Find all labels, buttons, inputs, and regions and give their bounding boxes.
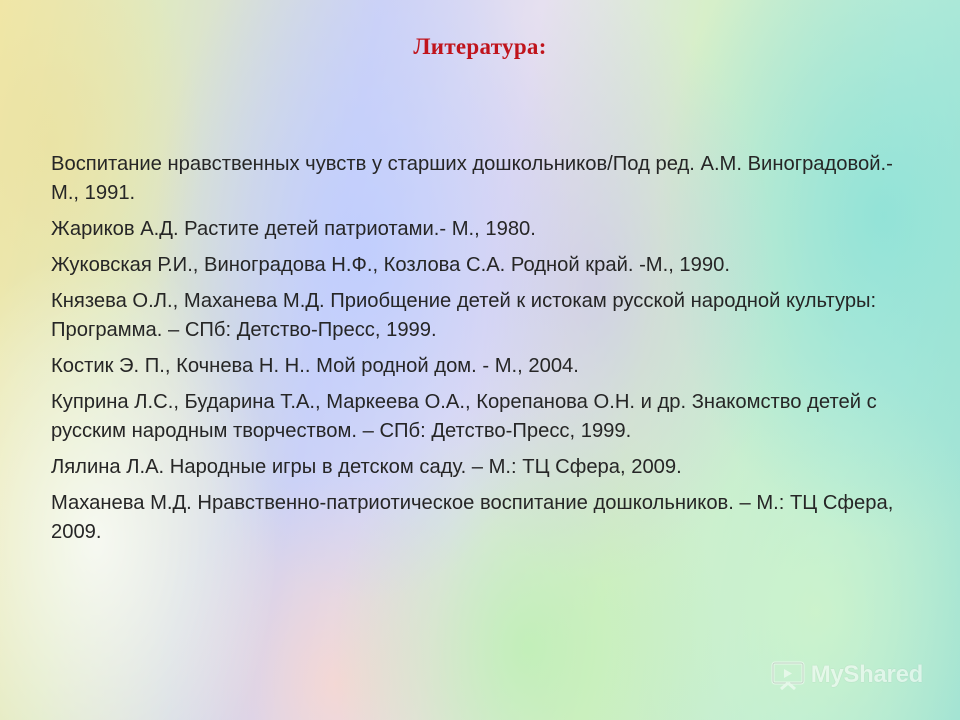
- projector-screen-icon: [771, 660, 805, 690]
- reference-list: [51, 150, 913, 554]
- slide-title: Литература:: [413, 34, 547, 59]
- reference-item: Лялина Л.А. Народные игры в детском саду. – М.: ТЦ Сфера, 2009.: [51, 456, 682, 478]
- reference-item: Жуковская Р.И., Виноградова Н.Ф., Козлова С.А. Родной край. -М., 1990.: [51, 254, 730, 276]
- reference-item: Жариков А.Д. Растите детей патриотами.- М., 1980.: [51, 218, 536, 240]
- reference-item: Воспитание нравственных чувств у старших дошкольников/Под ред. А.М. Виноградовой.- М., 1991.: [51, 153, 893, 204]
- reference-item: Куприна Л.С., Бударина Т.А., Маркеева О.А., Корепанова О.Н. и др. Знакомство детей с русским народным творчеством. – СПб: Детство-Пресс, 1999.: [51, 391, 877, 442]
- watermark-label: MyShared: [810, 661, 923, 688]
- reference-item: Князева О.Л., Маханева М.Д. Приобщение детей к истокам русской народной культуры: Программа. – СПб: Детство-Пресс, 1999.: [51, 290, 877, 341]
- reference-item: Костик Э. П., Кочнева Н. Н.. Мой родной дом. - М., 2004.: [51, 355, 579, 377]
- myshared-watermark: [771, 660, 923, 690]
- reference-item: Маханева М.Д. Нравственно-патриотическое воспитание дошкольников. – М.: ТЦ Сфера, 2009.: [51, 492, 894, 543]
